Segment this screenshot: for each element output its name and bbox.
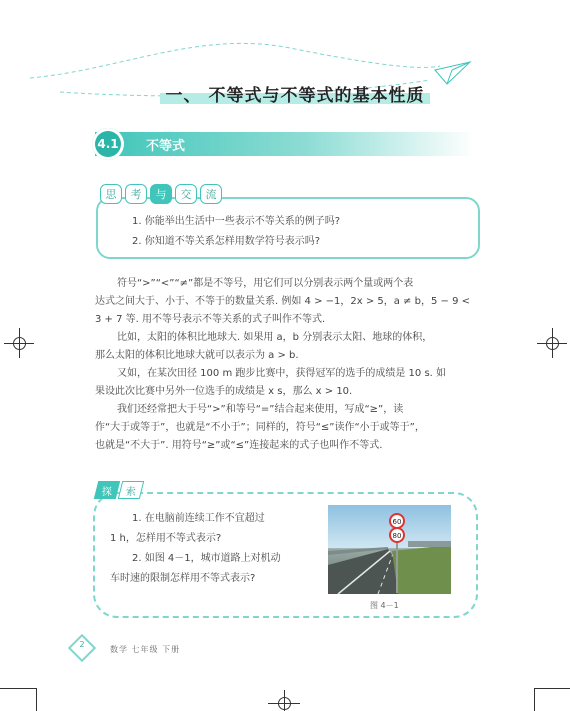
explore-tag-char: 探 (94, 481, 120, 499)
road-speed-sign-photo (328, 505, 451, 594)
body-line: 那么太阳的体积比地球大就可以表示为 a > b. (95, 350, 299, 361)
think-question: 1. 你能举出生活中一些表示不等关系的例子吗? (132, 216, 341, 227)
think-tag-char: 交 (175, 184, 197, 204)
body-line: 3 + 7 等. 用不等号表示不等关系的式子叫作不等式. (95, 314, 326, 325)
body-line: 又如，在某次田径 100 m 跑步比赛中，获得冠军的选手的成绩是 10 s. 如 (117, 368, 447, 379)
section-title: 不等式 (146, 139, 186, 154)
paper-plane-icon (435, 62, 470, 84)
body-line: 比如，太阳的体积比地球大. 如果用 a，b 分别表示太阳、地球的体积， (117, 332, 433, 343)
footer-book-title: 数学 七年级 下册 (110, 645, 181, 654)
speed-limit-text: 60 (392, 518, 402, 526)
explore-line: 1 h，怎样用不等式表示? (110, 533, 222, 544)
body-line: 达式之间大于、小于、不等于的数量关系. 例如 4 > −1，2x > 5，a ≠ b，5 − 9 < (95, 296, 470, 307)
think-discuss-box (96, 197, 480, 259)
chapter-title: 一、 不等式与不等式的基本性质 (160, 82, 430, 104)
body-line: 果设此次比赛中另外一位选手的成绩是 x s，那么 x > 10. (95, 386, 353, 397)
road-illustration (328, 505, 451, 594)
think-tag-char: 流 (200, 184, 222, 204)
explore-line: 车时速的限制怎样用不等式表示? (110, 573, 256, 584)
think-question: 2. 你知道不等关系怎样用数学符号表示吗? (132, 236, 321, 247)
explore-tag-char: 索 (118, 481, 144, 499)
think-tag-char: 与 (150, 184, 172, 204)
body-line: 作“大于或等于”，也就是“不小于”；同样的，符号“≤”读作“小于或等于”， (95, 422, 425, 433)
explore-line: 1. 在电脑前连续工作不宜超过 (132, 513, 265, 524)
body-line: 我们还经常把大于号“>”和等号“=”结合起来使用，写成“≥”，读 (117, 404, 404, 415)
think-tag-char: 思 (100, 184, 122, 204)
think-discuss-tag (100, 184, 222, 206)
explore-line: 2. 如图 4－1，城市道路上对机动 (132, 553, 281, 564)
speed-limit-text: 80 (392, 532, 402, 540)
page-number: 2 (79, 640, 85, 649)
body-line: 也就是“不大于”. 用符号“≥”或“≤”连接起来的式子也叫作不等式. (95, 440, 383, 451)
figure-caption: 图 4－1 (370, 601, 399, 610)
section-number-badge: 4.1 (92, 128, 124, 160)
think-tag-char: 考 (125, 184, 147, 204)
body-line: 符号“>”“<”“≠”都是不等号，用它们可以分别表示两个量或两个表 (117, 278, 414, 289)
explore-tag (96, 481, 142, 499)
